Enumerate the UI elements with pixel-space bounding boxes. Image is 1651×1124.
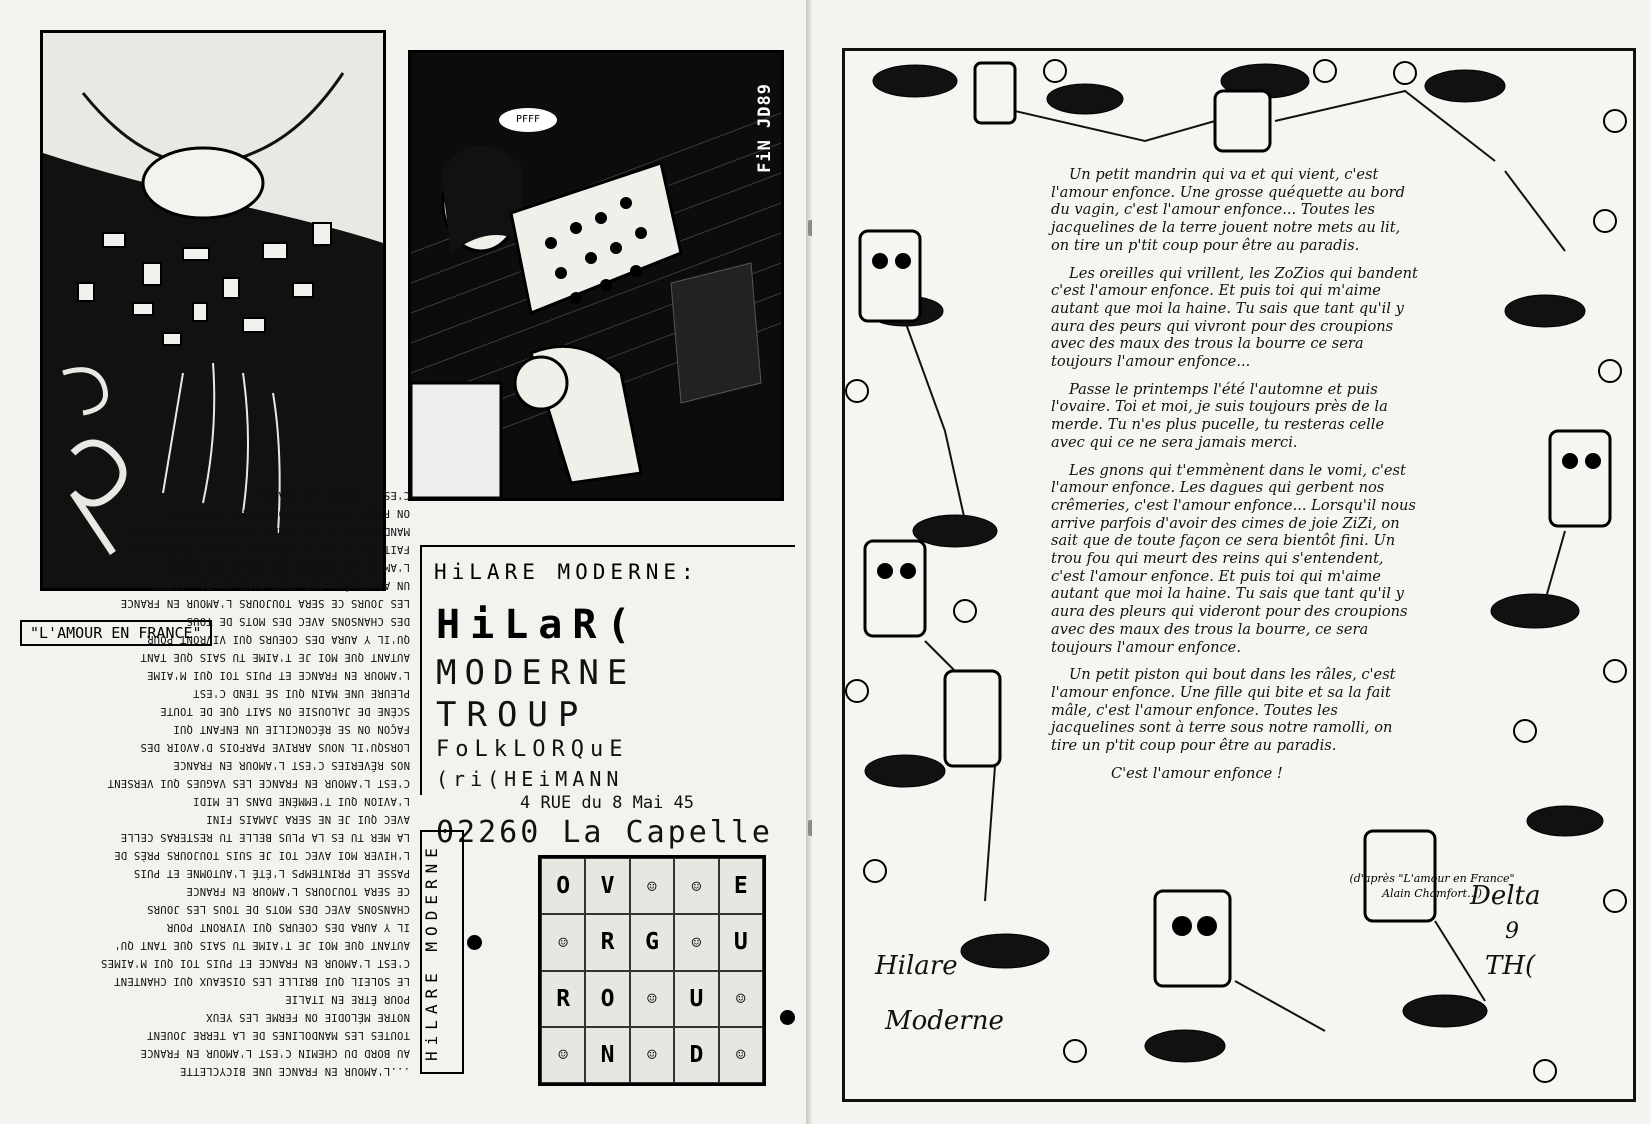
- lyric-line: CE SERA TOUJOURS L'AMOUR EN FRANCE: [186, 885, 410, 897]
- advert-frame-top: [420, 545, 795, 547]
- face-cell: ☺: [719, 971, 763, 1027]
- band-subtitle-folklorique: FoLkLORQuE: [436, 737, 629, 762]
- credit-line: (d'après "L'amour en France": [1349, 872, 1515, 885]
- signature-number: 9: [1505, 919, 1519, 944]
- comic-panel-couple: [408, 50, 784, 501]
- lyric-line: NOS RÊVERIES C'EST L'AMOUR EN FRANCE: [173, 759, 410, 771]
- poem-frame: [842, 48, 1636, 1102]
- ink-dot: [780, 1010, 795, 1025]
- vertical-band-sign: HiLARE MODERNE: [420, 830, 464, 1074]
- upside-down-lyrics: [20, 489, 410, 1080]
- lyric-line: L'HIVER MOI AVEC TOI JE SUIS TOUJOURS PRÈS DE: [113, 849, 410, 861]
- speech-bubble: PFFF: [499, 108, 557, 132]
- grid-cell: R: [585, 914, 629, 970]
- grid-cell: O: [541, 858, 585, 914]
- poem-body: [1051, 166, 1421, 793]
- contact-address: 4 RUE du 8 Mai 45: [520, 793, 694, 813]
- face-cell: ☺: [541, 1027, 585, 1083]
- band-subtitle-troup: TROUP: [436, 695, 589, 735]
- lyric-line: QU'IL Y AURA DES COEURS QUI VIVRONT POUR: [146, 633, 410, 645]
- lyric-line: AUTANT QUE MOI JE T'AIME TU SAIS QUE TANT: [140, 651, 410, 663]
- lyric-line: NOTRE MÉLODIE ON FERME LES YEUX: [206, 1011, 410, 1023]
- face-cell: ☺: [719, 1027, 763, 1083]
- signature-hilare: Hilare: [875, 951, 958, 981]
- band-subtitle-moderne: MODERNE: [436, 653, 636, 693]
- lyric-line: DES CHANSONS AVEC DES MOTS DE TOUS: [186, 615, 410, 627]
- face-cell: ☺: [674, 858, 718, 914]
- lyric-line: POUR ÊTRE EN ITALIE: [285, 993, 410, 1005]
- signature-moderne: Moderne: [885, 1006, 1004, 1036]
- lyric-line: L'AMOUR EN FRANCE ET PUIS TOI QUI M'AIME: [146, 669, 410, 681]
- grid-cell: U: [719, 914, 763, 970]
- contact-name: (ri(HEiMANN: [436, 767, 624, 791]
- contact-city: 02260 La Capelle: [436, 815, 773, 850]
- grid-cell: E: [719, 858, 763, 914]
- poem-stanza: Un petit mandrin qui va et qui vient, c'est l'amour enfonce. Une grosse quéquette au bord du vagin, c'est l'amour enfonce... Toutes les jacquelines de la terre jouent notre mets au lit, on tire un p'tit coup pour être au paradis.: [1051, 166, 1406, 254]
- poem-stanza: Les oreilles qui vrillent, les ZoZios qui bandent c'est l'amour enfonce. Et puis toi qui m'aime autant que moi la haine. Tu sais que tant qu'il y aura des peurs qui vivront pour des croupions avec des maux des trous la bourre ce sera toujours l'amour enfonce...: [1051, 264, 1418, 371]
- grid-cell: V: [585, 858, 629, 914]
- ink-dot: [467, 935, 482, 950]
- lyric-line: LORSQU'IL NOUS ARRIVE PARFOIS D'AVOIR DES: [140, 741, 410, 753]
- signature-delta: Delta: [1470, 881, 1541, 911]
- song-label: "L'AMOUR EN FRANCE": [20, 620, 212, 646]
- lyric-line: SCÈNE DE JALOUSIE ON SAIT QUE DE TOUTE: [160, 705, 410, 717]
- face-cell: ☺: [674, 914, 718, 970]
- grid-cell: D: [674, 1027, 718, 1083]
- grid-cell: R: [541, 971, 585, 1027]
- couple-illustration: [411, 53, 781, 498]
- lyric-line: AVEC QUI JE NE SERA JAMAIS FINI: [206, 813, 410, 825]
- lyric-line: L'AVION QUI T'EMMÈNE DANS LE MIDI: [192, 795, 410, 807]
- lyric-line: LES JOURS CE SERA TOUJOURS L'AMOUR EN FRANCE: [120, 597, 410, 609]
- credit-line: Alain Chamfort...): [1382, 887, 1482, 900]
- poem-stanza: Passe le printemps l'été l'automne et puis l'ovaire. Toi et moi, je suis toujours près de la merde. Tu n'es plus pucelle, tu resteras celle avec qui ce ne sera jamais merci.: [1051, 380, 1388, 451]
- face-cell: ☺: [541, 914, 585, 970]
- face-cell: ☺: [630, 971, 674, 1027]
- lyric-line: CHANSONS AVEC DES MOTS DE TOUS LES JOURS: [146, 903, 410, 915]
- letter-grid: [538, 855, 766, 1086]
- poem-stanza: Les gnons qui t'emmènent dans le vomi, c'est l'amour enfonce. Les dagues qui gerbent nos crêmeries, c'est l'amour enfonce... Lorsqu'il nous arrive parfois d'avoir des cimes de joie ZiZi, on sait que de toute façon ce sera bientôt fini. Un trou fou qui meurt des reins qui s'entendent, c'est l'amour enfonce. Et puis toi qui m'aime autant que moi la haine. Tu sais que tant qu'il y aura des pleurs qui videront pour des croupions avec des maux des trous la bourre, ce sera toujours l'amour enfonce.: [1051, 461, 1416, 656]
- signature-th: TH(: [1485, 951, 1536, 981]
- lyric-line: IL Y AURA DES COEURS QUI VIVRONT POUR: [166, 921, 410, 933]
- lyric-line: FAIT MAL C'EST L'AMOUR EN FRANCE TOUTES LES: [127, 543, 410, 555]
- lyric-line: UN ACCORDÉON QUI JOUE DANS UN BAL C'EST: [153, 579, 410, 591]
- lyric-line: MANDOLINES DE LA TERRE JOUENT NOTRE MÉLODIE: [127, 525, 410, 537]
- grid-cell: N: [585, 1027, 629, 1083]
- advert-title: HiLARE MODERNE:: [434, 560, 699, 584]
- lyric-line: C'EST L'AMOUR EN FRANCE LES VAGUES QUI VERSENT: [107, 777, 410, 789]
- lyric-line: TOUTES LES MANDOLINES DE LA TERRE JOUENT: [146, 1029, 410, 1041]
- grid-cell: U: [674, 971, 718, 1027]
- grid-cell: O: [585, 971, 629, 1027]
- band-name-large: HiLaR(: [436, 602, 641, 648]
- grid-cell: G: [630, 914, 674, 970]
- lyric-line: C'EST L'AMOUR EN FRANCE ET PUIS TOI QUI M'AIMES: [100, 957, 410, 969]
- lyric-line: C'EST L'AMOUR EN FRANCE...: [238, 489, 410, 501]
- lyric-line: AU BORD DU CHEMIN C'EST L'AMOUR EN FRANCE: [140, 1047, 410, 1059]
- face-cell: ☺: [630, 858, 674, 914]
- face-cell: ☺: [630, 1027, 674, 1083]
- lyric-line: FAÇON ON SE RÉCONCILIE UN ENFANT QUI: [173, 723, 410, 735]
- lyric-line: LA MER TU ES LA PLUS BELLE TU RESTERAS CELLE: [120, 831, 410, 843]
- lyric-line: LE SOLEIL QUI BRILLE LES OISEAUX QUI CHANTENT: [113, 975, 410, 987]
- right-page: [812, 0, 1651, 1124]
- lyric-line: ...L'AMOUR EN FRANCE UNE BICYCLETTE: [179, 1065, 410, 1077]
- lyric-line: L'AMOUR EN FRANCE UNE FILLE QUI DANSE: [166, 561, 410, 573]
- lyric-line: AUTANT QUE MOI JE T'AIME TU SAIS QUE TANT QU': [113, 939, 410, 951]
- poem-stanza: Un petit piston qui bout dans les râles, c'est l'amour enfonce. Une fille qui bite et sa la fait mâle, c'est l'amour enfonce. Toutes les jacquelines sont à terre sous notre ramolli, on tire un p'tit coup pour être au paradis.: [1051, 666, 1396, 755]
- left-page: [0, 0, 812, 1124]
- lyric-line: PASSE LE PRINTEMPS L'ÉTÉ L'AUTOMNE ET PUIS: [133, 867, 410, 879]
- lyric-line: PLEURE UNE MAIN QUI SE TEND C'EST: [192, 687, 410, 699]
- advert-frame-left: [420, 545, 422, 795]
- lyric-line: ON FERME LES YEUX POUR ÊTRE EN ITALIE: [166, 507, 410, 519]
- panel-credit: FiN JD89: [755, 83, 775, 173]
- poem-closing: C'est l'amour enfonce !: [1111, 764, 1283, 782]
